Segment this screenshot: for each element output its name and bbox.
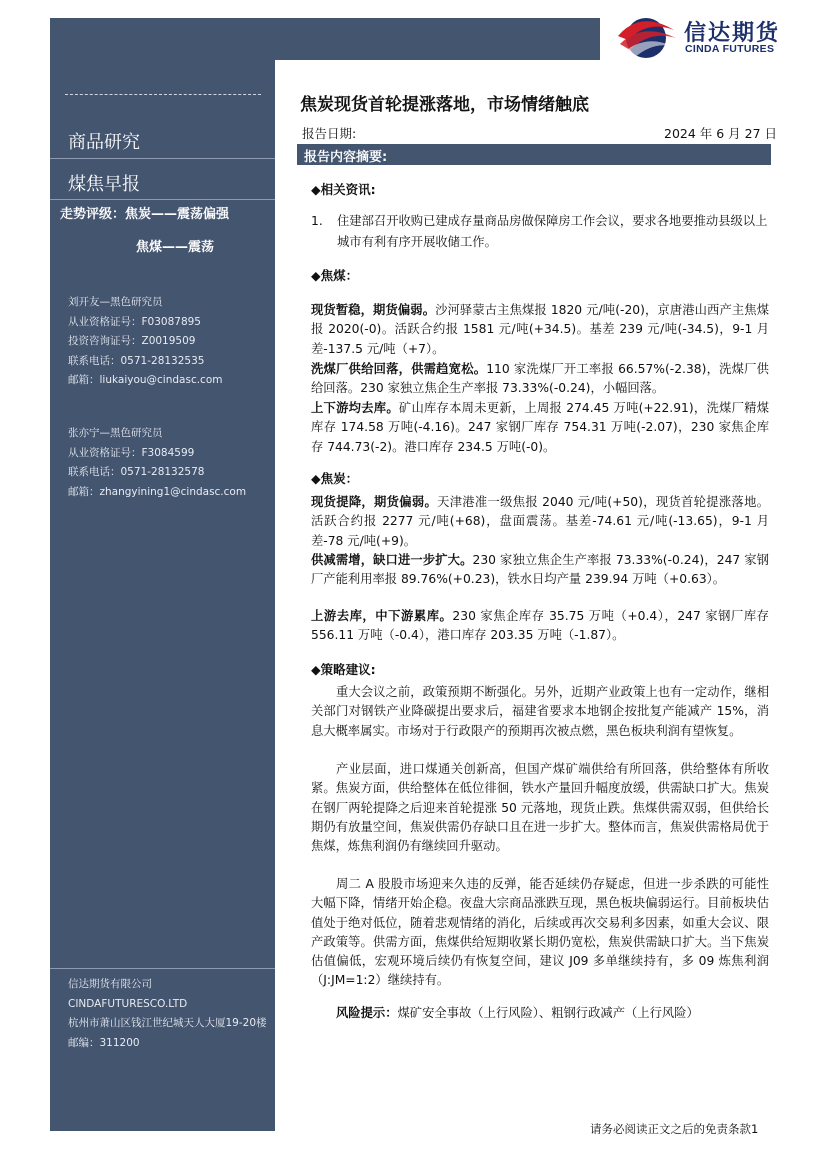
coke-supply-heading: 供减需增，缺口进一步扩大。 bbox=[311, 553, 473, 567]
coal-price-heading: 现货暂稳，期货偏弱。 bbox=[311, 303, 436, 317]
coal-section-heading: ◆焦煤： bbox=[311, 268, 359, 283]
coal-paragraph bbox=[311, 399, 769, 457]
coke-inventory-heading: 上游去库，中下游累库。 bbox=[311, 609, 453, 623]
coal-supply-heading: 洗煤厂供给回落，供需趋宽松。 bbox=[311, 362, 487, 376]
analyst-name: 张亦宁—黑色研究员 bbox=[68, 427, 163, 439]
coke-inventory-text: 230 家焦企库存 35.75 万吨（+0.4），247 家钢厂库存 556.11 万吨（-0.4），港口库存 203.35 万吨（-1.87）。 bbox=[311, 609, 769, 643]
company-postcode: 邮编：311200 bbox=[68, 1036, 140, 1049]
report-category: 商品研究 bbox=[68, 132, 140, 153]
date-label: 报告日期: bbox=[302, 126, 357, 141]
analyst-card bbox=[68, 293, 222, 391]
company-address: 杭州市萧山区钱江世纪城天人大厦19-20楼 bbox=[68, 1017, 267, 1029]
analyst-email[interactable]: 邮箱：zhangyining1@cindasc.com bbox=[68, 485, 247, 498]
sidebar-divider bbox=[50, 158, 275, 159]
report-type: 煤焦早报 bbox=[68, 174, 140, 195]
analyst-qualification: 从业资格证号：F03087895 bbox=[68, 315, 201, 328]
coke-section-heading: ◆焦炭： bbox=[311, 471, 359, 486]
logo-emblem-icon bbox=[612, 14, 680, 60]
company-info bbox=[68, 975, 267, 1053]
analyst-phone: 联系电话：0571-28132578 bbox=[68, 466, 205, 478]
coal-paragraph bbox=[311, 301, 769, 359]
coal-inventory-text: 矿山库存本周未更新，上周报 274.45 万吨(+22.91)，洗煤厂精煤库存 174.58 万吨(-4.16)。247 家钢厂库存 754.31 万吨(-2.07)，230 家焦企库存 744.73(-2)。港口库存 234.5 万吨(-0)。 bbox=[311, 401, 769, 454]
top-banner bbox=[50, 18, 600, 60]
sidebar-divider bbox=[50, 968, 275, 969]
summary-header-bar bbox=[297, 144, 771, 165]
rating-label: 走势评级： bbox=[60, 207, 126, 222]
news-section-heading: ◆相关资讯: bbox=[311, 182, 376, 197]
rating-coke: 焦炭——震荡偏强 bbox=[125, 207, 230, 222]
sidebar-divider bbox=[65, 94, 261, 95]
coal-price-text: 沙河驿蒙古主焦煤报 1820 元/吨(-20)，京唐港山西产主焦煤报 2020(-0)。活跃合约报 1581 元/吨(+34.5)。基差 239 元/吨(-34.5)，9-1 月差-137.5 元/吨（+7）。 bbox=[311, 303, 769, 356]
company-name: 信达期货有限公司 bbox=[68, 978, 152, 990]
rating-block bbox=[60, 203, 229, 222]
analyst-card bbox=[68, 424, 246, 502]
company-site: CINDAFUTURESCO.LTD bbox=[68, 997, 188, 1010]
coal-paragraph bbox=[311, 360, 769, 399]
analyst-name: 刘开友—黑色研究员 bbox=[68, 296, 163, 308]
strategy-section-heading: ◆策略建议: bbox=[311, 662, 376, 677]
coke-price-text: 天津港准一级焦报 2040 元/吨(+50)，现货首轮提涨落地。活跃合约报 2277 元/吨(+68)，盘面震荡。基差-74.61 元/吨(-13.65)，9-1 月差-78 元/吨(+9)。 bbox=[311, 495, 769, 548]
risk-paragraph bbox=[311, 1004, 769, 1023]
news-item-number: 1. bbox=[311, 214, 323, 228]
analyst-consult-id: 投资咨询证号：Z0019509 bbox=[68, 335, 196, 347]
company-logo bbox=[612, 14, 812, 60]
strategy-paragraph: 周二 A 股股市场迎来久违的反弹，能否延续仍存疑虑，但进一步杀跌的可能性大幅下降，情绪开始企稳。夜盘大宗商品涨跌互现，黑色板块偏弱运行。目前板块估值处于绝对低位，随着悲观情绪的消化，后续或再次交易利多因素，如重大会议、限产政策等。供需方面，焦煤供给短期收紧长期仍宽松，焦炭供需缺口扩大。当下焦炭估值偏低，宏观环境后续仍有恢复空间，建议 J09 多单继续持有，多 09 炼焦利润（J:JM=1:2）继续持有。 bbox=[311, 877, 769, 988]
analyst-email[interactable]: 邮箱：liukaiyou@cindasc.com bbox=[68, 374, 223, 386]
disclaimer-footer: 请务必阅读正文之后的免责条款1 bbox=[590, 1122, 759, 1136]
brand-name-cn: 信达期货 bbox=[684, 21, 781, 46]
report-title: 焦炭现货首轮提涨落地，市场情绪触底 bbox=[300, 95, 589, 115]
sidebar-divider bbox=[50, 199, 275, 200]
coke-price-heading: 现货提降，期货偏弱。 bbox=[311, 495, 438, 509]
coke-supply-text: 230 家独立焦企生产率报 73.33%(-0.24)，247 家钢厂产能利用率报 89.76%(+0.23)，铁水日均产量 239.94 万吨（+0.63）。 bbox=[311, 553, 769, 587]
risk-text: 煤矿安全事故（上行风险）、粗钢行政减产（上行风险） bbox=[397, 1006, 699, 1020]
analyst-qualification: 从业资格证号：F3084599 bbox=[68, 446, 195, 459]
brand-name-en: CINDA FUTURES bbox=[685, 43, 775, 55]
coke-paragraph bbox=[311, 607, 769, 646]
strategy-paragraph: 重大会议之前，政策预期不断强化。另外，近期产业政策上也有一定动作，继相关部门对钢铁产业降碳提出要求后，福建省要求本地钢企按批复产能减产 15%，消息大概率属实。市场对于行政限产的预期再次被点燃，黑色板块利润有望恢复。 bbox=[311, 685, 769, 738]
analyst-phone: 联系电话：0571-28132535 bbox=[68, 354, 205, 367]
risk-heading: 风险提示： bbox=[336, 1006, 398, 1020]
news-item-text: 住建部召开收购已建成存量商品房做保障房工作会议，要求各地要推动县级以上城市有利有序开展收储工作。 bbox=[337, 214, 768, 249]
coke-paragraph bbox=[311, 493, 769, 551]
strategy-paragraph: 产业层面，进口煤通关创新高，但国产煤矿端供给有所回落，供给整体有所收紧。焦炭方面，供给整体在低位徘徊，铁水产量回升幅度放缓，供需缺口扩大。焦炭在钢厂两轮提降之后迎来首轮提涨 50 元落地，现货止跌。焦煤供需双弱，但供给长期仍有放量空间，焦炭供需仍存缺口且在进一步扩大。整体而言，焦炭供需格局优于焦煤，炼焦利润仍有继续回升驱动。 bbox=[311, 762, 769, 854]
report-date: 2024 年 6 月 27 日 bbox=[664, 126, 778, 141]
sidebar bbox=[50, 60, 275, 1131]
coal-inventory-heading: 上下游均去库。 bbox=[311, 401, 399, 415]
coal-supply-text: 110 家洗煤厂开工率报 66.57%(-2.38)，洗煤厂供给回落。230 家独立焦企生产率报 73.33%(-0.24)，小幅回落。 bbox=[311, 362, 769, 396]
summary-header: 报告内容摘要: bbox=[304, 150, 388, 165]
rating-coal: 焦煤——震荡 bbox=[136, 240, 215, 255]
coke-paragraph bbox=[311, 551, 769, 590]
